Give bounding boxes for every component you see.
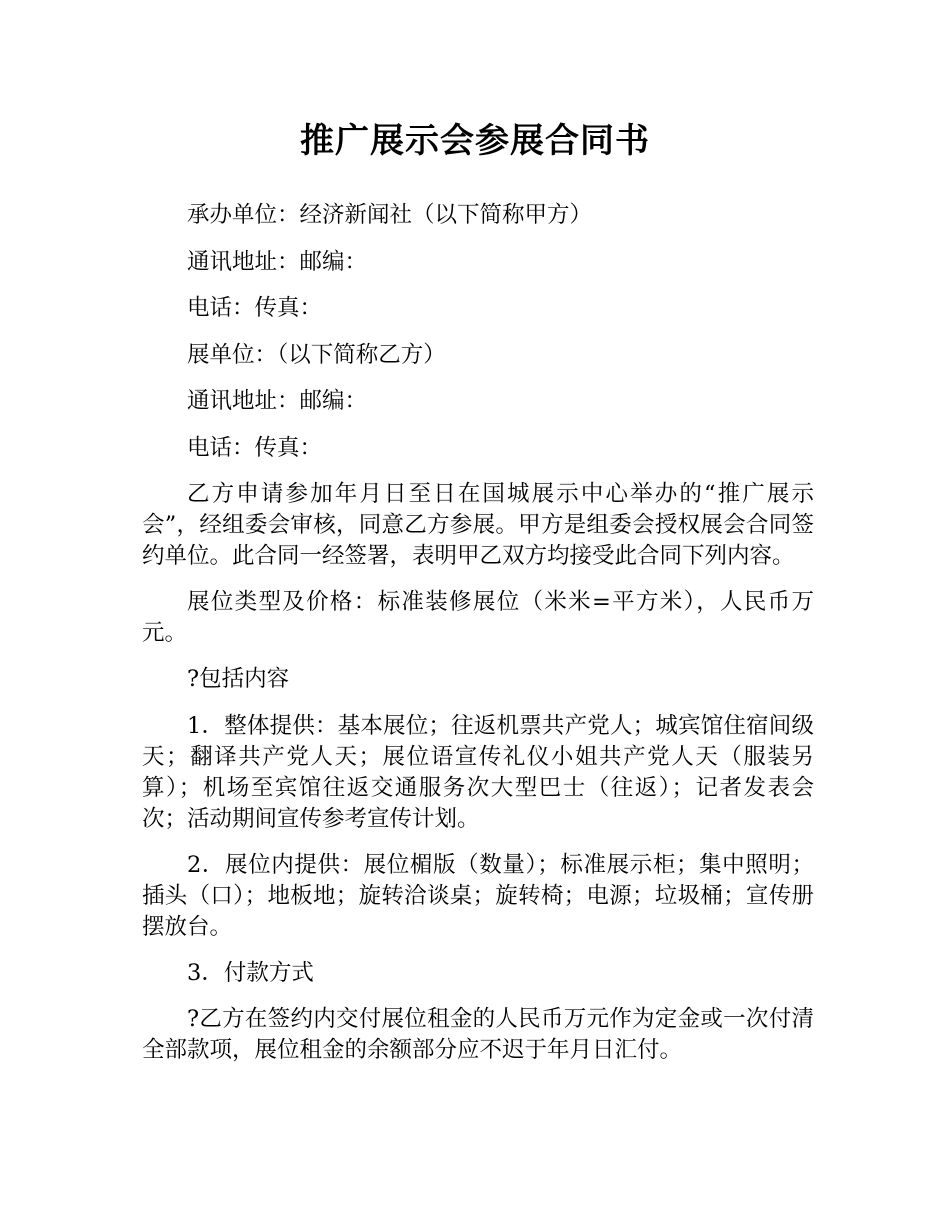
contract-body [142, 200, 814, 1081]
exhibitor-address-line: 通讯地址：邮编： [187, 388, 368, 414]
organizer-line: 承办单位：经济新闻社（以下简称甲方） [187, 202, 593, 228]
page-title: 推广展示会参展合同书 [300, 121, 650, 161]
payment-paragraph: ?乙方在签约内交付展位租金的人民币万元作为定金或一次付清全部款项，展位租金的余额部分应不迟于年月日汇付。 [142, 1006, 814, 1063]
included-heading: ?包括内容 [187, 666, 290, 692]
intro-paragraph: 乙方申请参加年月日至日在国城展示中心举办的“推广展示会”，经组委会审核，同意乙方参展。甲方是组委会授权展会合同签约单位。此合同一经签署，表明甲乙双方均接受此合同下列内容。 [142, 481, 814, 569]
exhibitor-line: 展单位：（以下简称乙方） [187, 341, 446, 368]
organizer-address-line: 通讯地址：邮编： [187, 248, 368, 275]
booth-type-paragraph: 展位类型及价格：标准装修展位（米米=平方米），人民币万元。 [142, 589, 814, 646]
exhibitor-phone-line: 电话：传真： [187, 434, 323, 461]
overall-provision-paragraph: 1．整体提供：基本展位；往返机票共产党人；城宾馆住宿间级天；翻译共产党人天；展位语宣传礼仪小姐共产党人天（服装另算）；机场至宾馆往返交通服务次大型巴士（往返）；记者发表会次；活动期间宣传参考宣传计划。 [142, 712, 814, 832]
booth-provision-paragraph: 2．展位内提供：展位楣版（数量）；标准展示柜；集中照明；插头（口）；地板地；旋转洽谈桌；旋转椅；电源；垃圾桶；宣传册摆放台。 [142, 851, 814, 940]
payment-heading: 3．付款方式 [187, 959, 314, 986]
organizer-phone-line: 电话：传真： [187, 295, 323, 321]
